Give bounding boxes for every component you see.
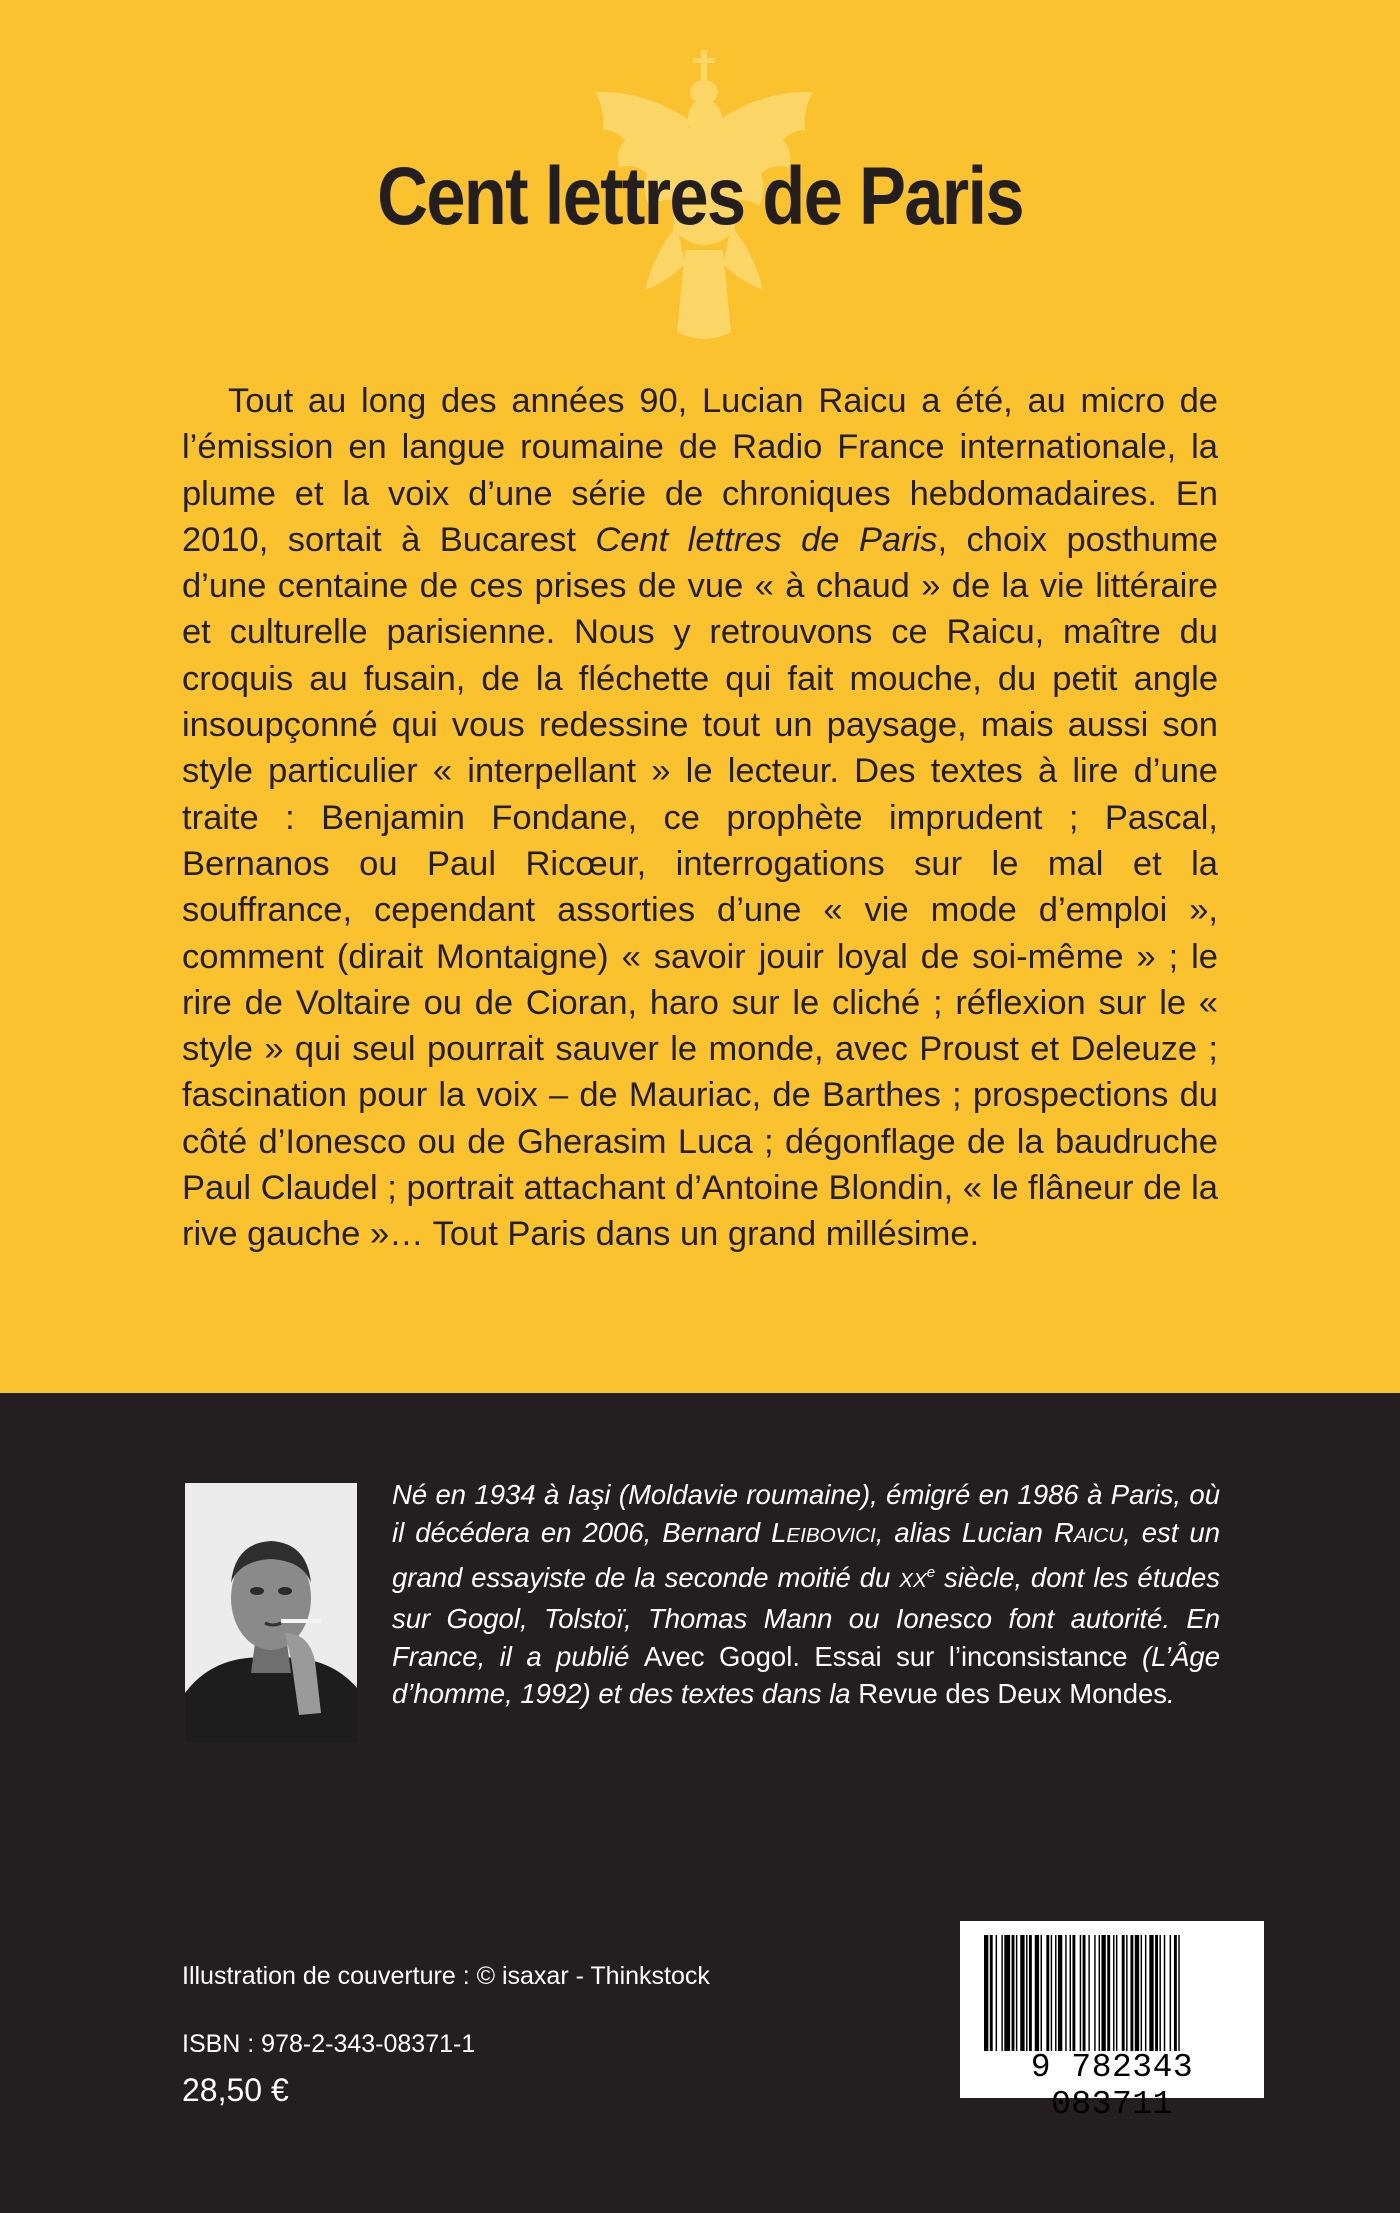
barcode-bar [1113, 1935, 1114, 2051]
barcode-bar [990, 1935, 993, 2051]
bio-text-3: , est un grand essayiste de la seconde moitié du [392, 1516, 1220, 1594]
bio-name-leibovici-rest: EIBOVICI [786, 1523, 876, 1547]
barcode-bar [1020, 1935, 1024, 2051]
summary-paragraph [182, 378, 1218, 1258]
barcode-bar [1094, 1935, 1095, 2051]
summary-part-2: , choix posthume d’une centaine de ces prises de vue « à chaud » de la vie littéraire et culturelle parisienne. Nous y retrouvons ce Raicu, maître du croquis au fusain, de la fléchette qui fait mouche, du petit angle insoupçonné qui vous redessine tout un paysage, mais aussi son style particulier « interpellant » le lecteur. Des textes à lire d’une traite : Benjamin Fondane, ce prophète imprudent ; Pascal, Bernanos ou Paul Ricœur, interrogations sur le mal et la souffrance, cependant assorties d’une « vie mode d’emploi », comment (dirait Montaigne) « savoir jouir loyal de soi-même » ; le rire de Voltaire ou de Cioran, haro sur le cliché ; réflexion sur le « style » qui seul pourrait sauver le monde, avec Proust et Deleuze ; fascination pour la voix – de Mauriac, de Barthes ; prospections du côté d’Ionesco ou de Gherasim Luca ; dégonflage de la baudruche Paul Claudel ; portrait attachant d’Antoine Blondin, « le flâneur de la rive gauche »… Tout Paris dans un grand millésime. [182, 520, 1218, 1254]
cover-illustration-credit: Illustration de couverture : © isaxar - Thinkstock [182, 1962, 710, 1990]
barcode-bar [1099, 1935, 1100, 2051]
barcode-bar [1072, 1935, 1075, 2051]
barcode-bar [1149, 1935, 1153, 2051]
barcode-bar [1026, 1935, 1027, 2051]
author-portrait-icon [185, 1483, 357, 1743]
barcode-bar [1122, 1935, 1125, 2051]
summary-part-1: Tout au long des années 90, Lucian Raicu a été, au micro de l’émission en langue roumaine de Radio France internationale, la plume et la voix d’une série de chroniques hebdomadaires. En 2010, sortait à Bucarest [182, 382, 1218, 559]
book-title: Cent lettres de Paris [377, 151, 1023, 242]
barcode-bar [1055, 1935, 1056, 2051]
barcode-bar [1051, 1935, 1052, 2051]
barcode-bar [996, 1935, 997, 2051]
bio-century: XX [899, 1569, 927, 1593]
summary-book-title: Cent lettres de Paris [595, 520, 938, 559]
bio-name-leibovici-initial: L [771, 1516, 787, 1548]
barcode-bar [984, 1935, 988, 2051]
barcode-bar [1012, 1935, 1015, 2051]
barcode-bar [1041, 1935, 1042, 2051]
barcode-bar [1001, 1935, 1002, 2051]
barcode-bars-icon [960, 1921, 1264, 2051]
bio-century-sup: e [926, 1564, 936, 1582]
bio-name-raicu-initial: R [1053, 1516, 1074, 1548]
barcode [960, 1921, 1264, 2123]
isbn: ISBN : 978-2-343-08371-1 [182, 2030, 476, 2058]
bio-text-5: (L’Âge d’homme, 1992) et des textes dans la [392, 1640, 1220, 1710]
bio-text-4: siècle, dont les études sur Gogol, Tolstoï, Thomas Mann ou Ionesco font autorité. En France, il a publié [392, 1562, 1220, 1672]
barcode-bar [1116, 1935, 1117, 2051]
barcode-bar [1126, 1935, 1127, 2051]
bio-text-6: . [1167, 1678, 1175, 1710]
barcode-bar [1065, 1935, 1066, 2051]
barcode-bar [1004, 1935, 1010, 2051]
barcode-bar [1016, 1935, 1017, 2051]
barcode-bar [1035, 1935, 1039, 2051]
barcode-bar [1164, 1935, 1165, 2051]
barcode-digits: 9 782343 083711 [1030, 2049, 1194, 2123]
bio-text-1: Né en 1934 à Iaşi (Moldavie roumaine), émigré en 1986 à Paris, où il décédera en 2006, Bernard [392, 1479, 1220, 1548]
bio-text-2: , alias Lucian [875, 1516, 1054, 1548]
barcode-bar [1178, 1935, 1179, 2051]
barcode-bar [1058, 1935, 1062, 2051]
barcode-bar [1046, 1935, 1049, 2051]
barcode-bar [1080, 1935, 1081, 2051]
barcode-bar [1145, 1935, 1146, 2051]
barcode-bar [1107, 1935, 1110, 2051]
barcode-bar [1088, 1935, 1089, 2051]
bio-name-leibovici [771, 1517, 876, 1548]
barcode-bar [1155, 1935, 1158, 2051]
barcode-bar [1029, 1935, 1032, 2051]
author-photo [185, 1483, 357, 1743]
author-bio [392, 1476, 1220, 1713]
barcode-bar [1070, 1935, 1071, 2051]
bio-work-revue: Revue des Deux Mondes [858, 1678, 1168, 1710]
bio-work-gogol: Avec Gogol. Essai sur l’inconsistance [643, 1640, 1128, 1672]
barcode-bar [1159, 1935, 1160, 2051]
barcode-bar [1101, 1935, 1105, 2051]
barcode-bar [1174, 1935, 1177, 2051]
barcode-bar [1141, 1935, 1142, 2051]
barcode-bar [1135, 1935, 1139, 2051]
price: 28,50 € [182, 2072, 289, 2108]
barcode-bar [1170, 1935, 1171, 2051]
bio-name-raicu [1054, 1517, 1123, 1548]
barcode-bar [1083, 1935, 1086, 2051]
bio-name-raicu-rest: AICU [1073, 1523, 1124, 1547]
barcode-bar [1130, 1935, 1133, 2051]
